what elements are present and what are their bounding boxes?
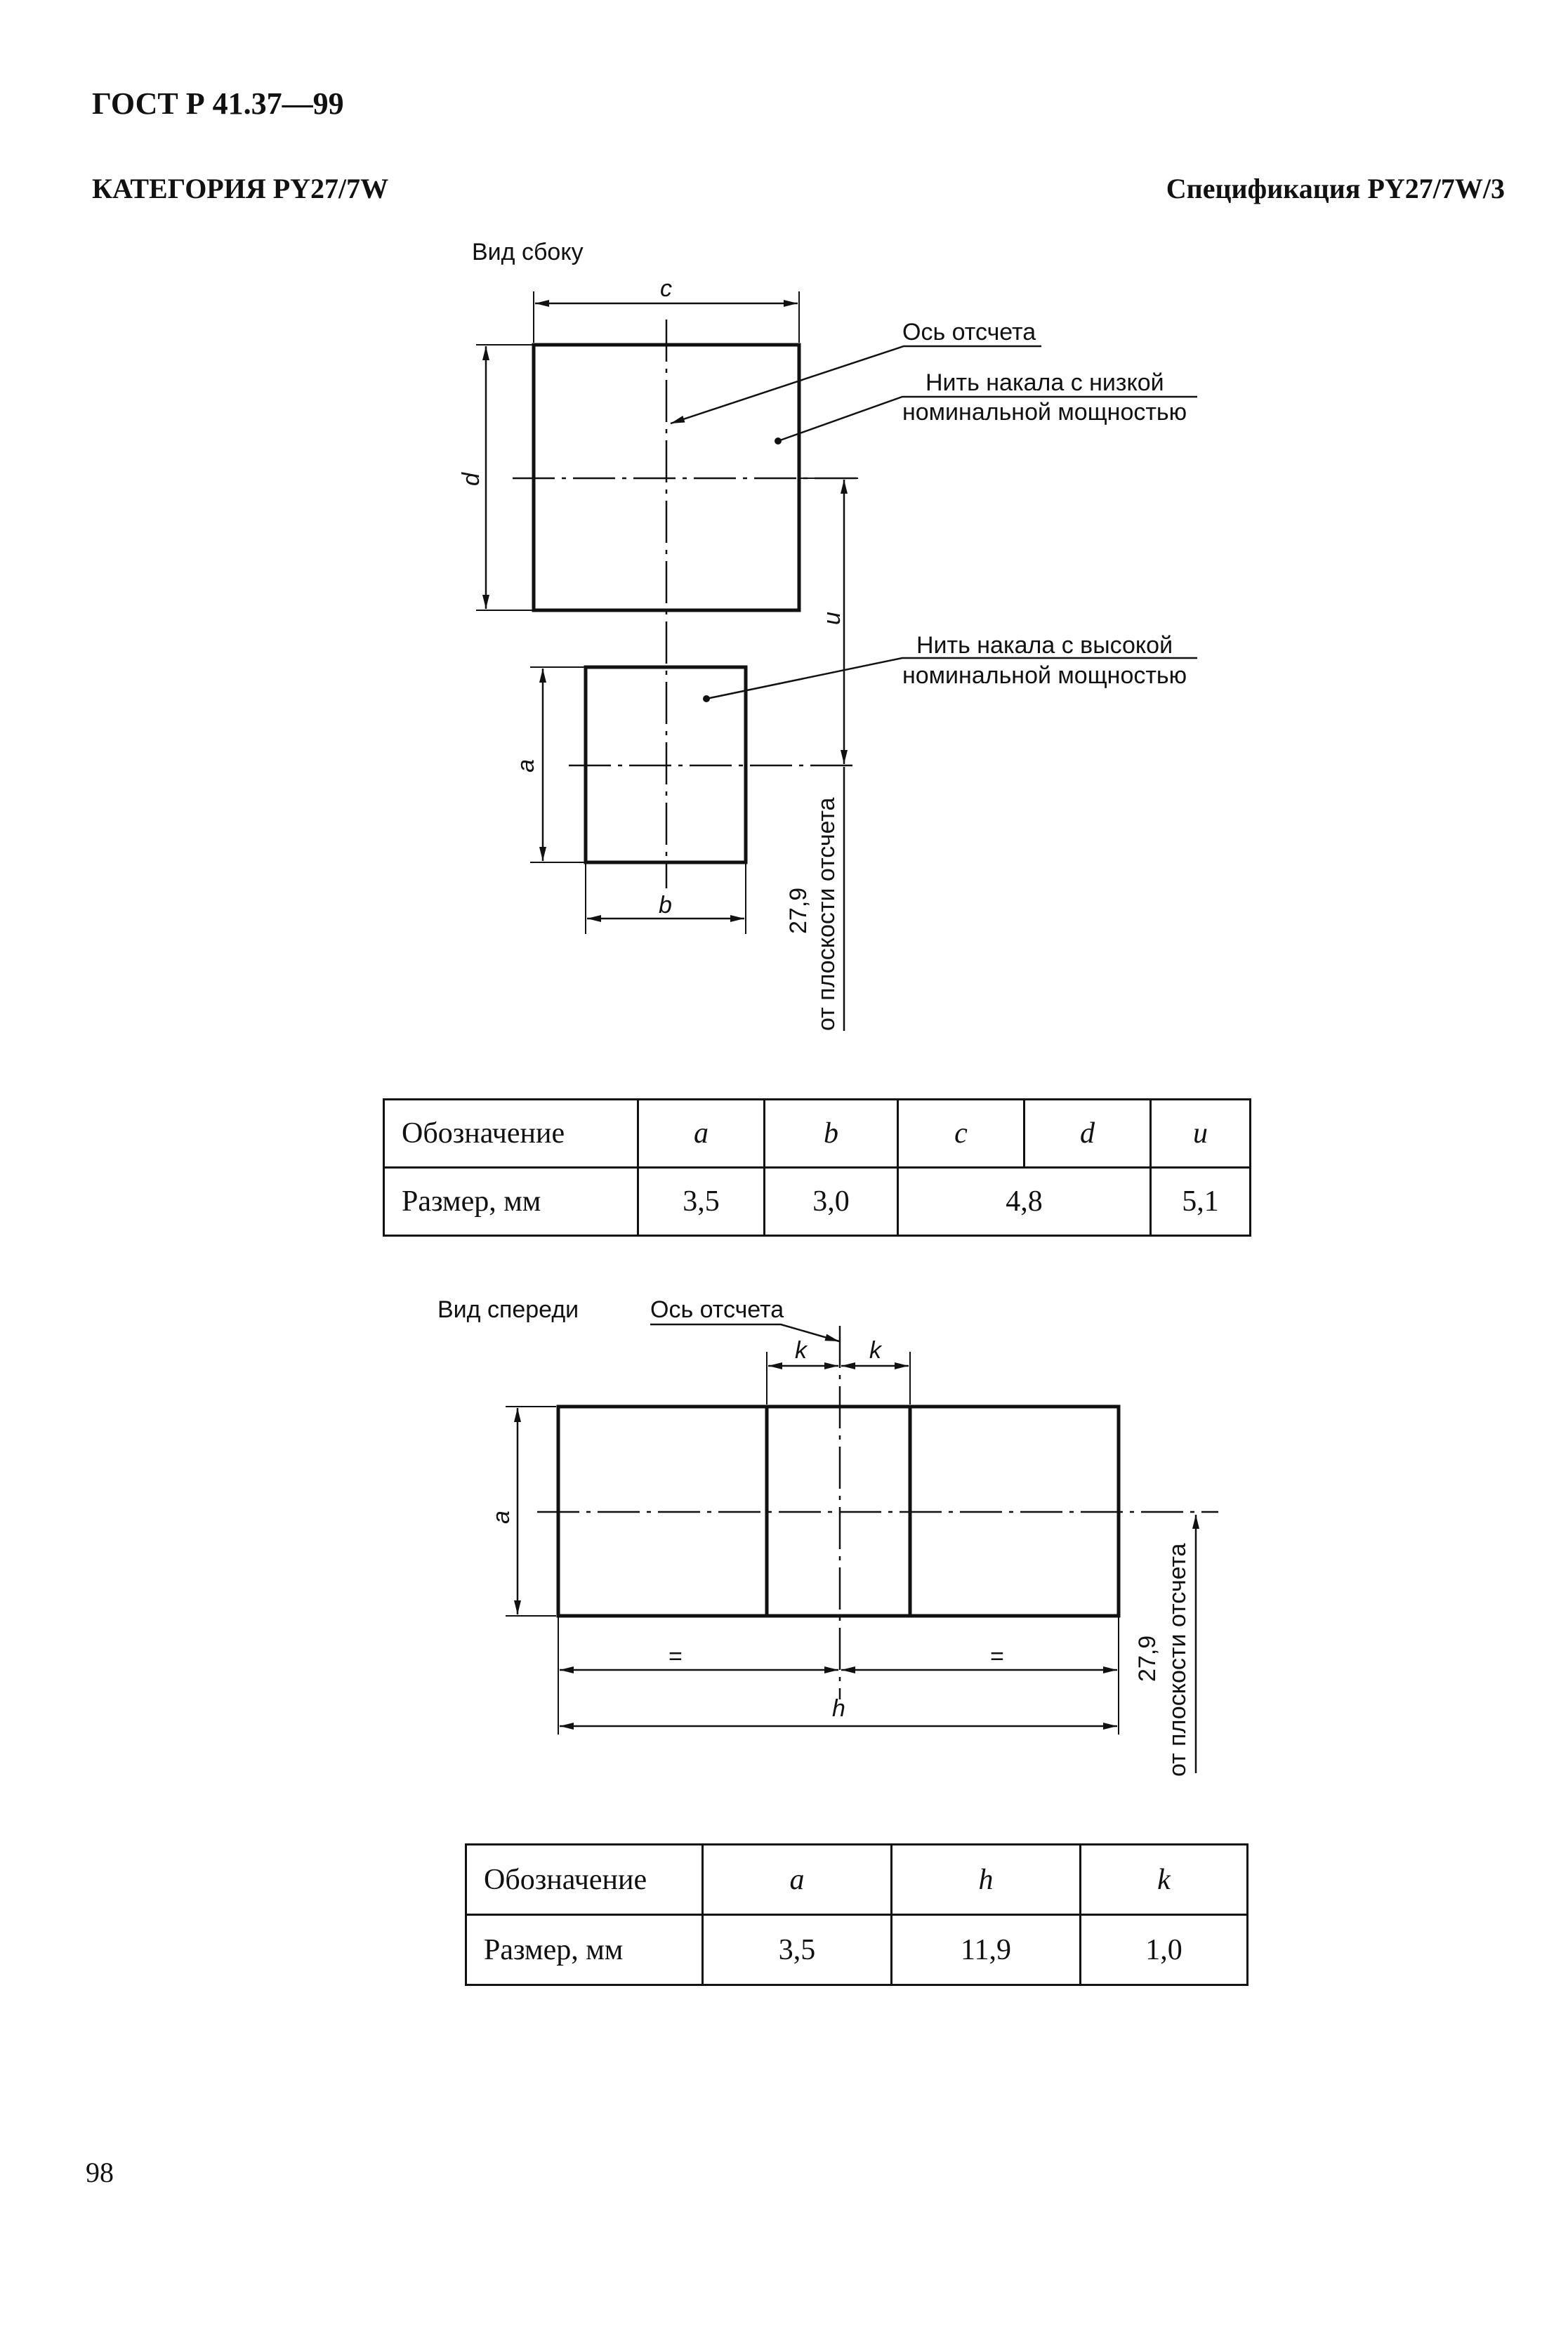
table2-value-h: 11,9 [892, 1915, 1081, 1985]
dim-c-label: c [660, 275, 672, 302]
side-view-dimensions-table [383, 1098, 1251, 1237]
table2-value-a: 3,5 [703, 1915, 892, 1985]
front-view-drawing [0, 1264, 1568, 1798]
reference-plane-distance: 27,9 [785, 887, 812, 934]
table1-value-u: 5,1 [1151, 1168, 1251, 1236]
front-ref-axis-label: Ось отсчета [650, 1296, 784, 1323]
dim-u-label: u [819, 612, 845, 625]
table1-row-label: Размер, мм [384, 1168, 638, 1236]
ref-axis-label: Ось отсчета [902, 319, 1036, 346]
dim-d-label: d [458, 473, 485, 486]
dim-k2-label: k [869, 1337, 881, 1364]
dim-eq-left-label: = [668, 1643, 683, 1670]
reference-plane-label: от плоскости отсчета [813, 797, 840, 1031]
page-number: 98 [86, 2157, 114, 2188]
table1-value-cd: 4,8 [898, 1168, 1151, 1236]
table1-col-b: b [765, 1100, 898, 1168]
dim-eq-right-label: = [990, 1643, 1004, 1670]
front-plane-label: от плоскости отсчета [1164, 1543, 1191, 1777]
document-id: ГОСТ Р 41.37—99 [92, 86, 344, 121]
low-filament-label-2: номинальной мощностью [902, 399, 1187, 426]
table2-col-k: k [1081, 1845, 1248, 1915]
dim-a-label: a [513, 759, 539, 772]
table1-col-d: d [1025, 1100, 1151, 1168]
category-title: КАТЕГОРИЯ PY27/7W [92, 173, 389, 204]
front-view-dimensions-table [465, 1843, 1249, 1986]
table1-col-u: u [1151, 1100, 1251, 1168]
front-dim-a-label: a [488, 1511, 515, 1524]
side-view-drawing [0, 0, 1568, 1053]
table1-header-label: Обозначение [384, 1100, 638, 1168]
dim-k1-label: k [795, 1337, 807, 1364]
table1-col-c: c [898, 1100, 1025, 1168]
table2-row-label: Размер, мм [466, 1915, 703, 1985]
table1-value-a: 3,5 [638, 1168, 765, 1236]
front-plane-distance: 27,9 [1134, 1635, 1161, 1682]
high-filament-label-2: номинальной мощностью [902, 662, 1187, 689]
front-ref-axis-leader [650, 1324, 839, 1341]
specification-title: Спецификация PY27/7W/3 [1166, 173, 1505, 204]
dim-h-label: h [832, 1695, 845, 1722]
high-filament-label-1: Нить накала с высокой [916, 632, 1173, 659]
table1-value-b: 3,0 [765, 1168, 898, 1236]
table1-col-a: a [638, 1100, 765, 1168]
dim-b-label: b [659, 892, 672, 919]
table2-value-k: 1,0 [1081, 1915, 1248, 1985]
table2-col-a: a [703, 1845, 892, 1915]
low-filament-label-1: Нить накала с низкой [925, 369, 1164, 396]
side-view-title: Вид сбоку [472, 239, 584, 265]
table2-header-label: Обозначение [466, 1845, 703, 1915]
front-view-title: Вид спереди [437, 1296, 579, 1323]
table2-col-h: h [892, 1845, 1081, 1915]
